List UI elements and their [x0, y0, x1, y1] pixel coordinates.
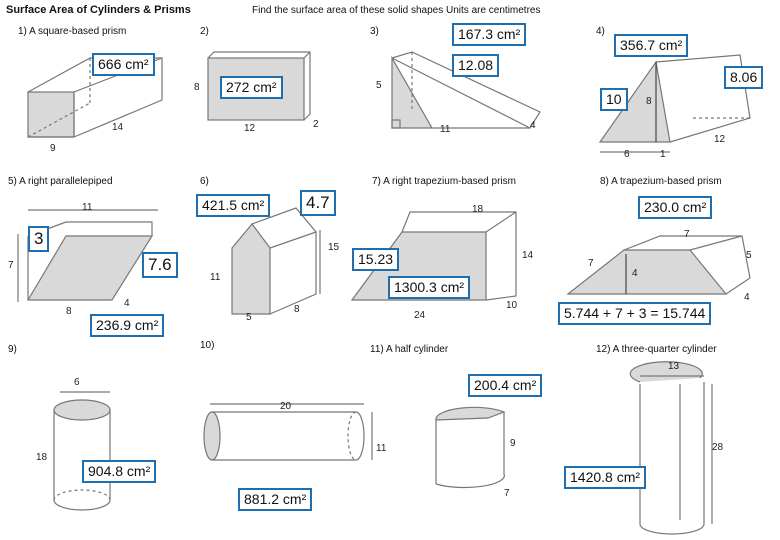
q5-dim-4: 4	[124, 298, 130, 309]
q5-label: 5) A right parallelepiped	[8, 176, 113, 187]
q11-dim-7: 7	[504, 488, 510, 499]
q7-answer-box: 1300.3 cm²	[388, 276, 470, 299]
q4-dim-6: 6	[624, 149, 630, 160]
q8-dim-5: 5	[746, 250, 752, 261]
q8-working-box: 5.744 + 7 + 3 = 15.744	[558, 302, 711, 325]
q7-label: 7) A right trapezium-based prism	[372, 176, 516, 187]
q7-dim-10: 10	[506, 300, 518, 311]
q12-dim-13: 13	[668, 361, 680, 372]
q4-answer-box: 356.7 cm²	[614, 34, 688, 57]
q4-slant-box: 8.06	[724, 66, 763, 89]
q2-answer-box: 272 cm²	[220, 76, 283, 99]
q5-dim-8: 8	[66, 306, 72, 317]
q12-answer-box: 1420.8 cm²	[564, 466, 646, 489]
q12-three-quarter-cylinder-figure	[630, 362, 712, 534]
q7-slant-box: 15.23	[352, 248, 399, 271]
q10-dim-20: 20	[280, 401, 292, 412]
q2-label: 2)	[200, 26, 209, 37]
q9-dim-6: 6	[74, 377, 80, 388]
q2-dim-12: 12	[244, 123, 256, 134]
q8-dim-7-top: 7	[684, 229, 690, 240]
q9-cylinder-figure	[54, 392, 110, 510]
q6-house-prism-figure	[232, 208, 320, 314]
q1-label: 1) A square-based prism	[18, 26, 127, 37]
q3-dim-5: 5	[376, 80, 382, 91]
q3-answer-box: 167.3 cm²	[452, 23, 526, 46]
q5-dim-11: 11	[82, 202, 93, 213]
q6-dim-8: 8	[294, 304, 300, 315]
q7-dim-18: 18	[472, 204, 484, 215]
q3-slant-box: 12.08	[452, 54, 499, 77]
q1-answer-box: 666 cm²	[92, 53, 155, 76]
q8-dim-4-height: 4	[632, 268, 638, 279]
q4-label: 4)	[596, 26, 605, 37]
q2-dim-2: 2	[313, 119, 319, 130]
q10-answer-box: 881.2 cm²	[238, 488, 312, 511]
q8-label: 8) A trapezium-based prism	[600, 176, 722, 187]
q6-dim-15: 15	[328, 242, 340, 253]
q6-dim-11: 11	[210, 272, 221, 283]
q4-dim-12: 12	[714, 134, 726, 145]
q3-dim-4: 4	[530, 120, 536, 131]
q3-label: 3)	[370, 26, 379, 37]
worksheet-instruction: Find the surface area of these solid shapes Units are centimetres	[252, 5, 541, 16]
q10-dim-11: 11	[376, 443, 387, 454]
q11-answer-box: 200.4 cm²	[468, 374, 542, 397]
q6-slant-box: 4.7	[300, 190, 336, 216]
q5-answer-box: 236.9 cm²	[90, 314, 164, 337]
q4-side-box: 10	[600, 88, 628, 111]
q5-parallelepiped-figure	[18, 210, 158, 302]
q12-dim-28: 28	[712, 442, 724, 453]
q10-label: 10)	[200, 340, 215, 351]
q4-dim-8: 8	[646, 96, 652, 107]
q3-dim-11: 11	[440, 124, 451, 135]
q7-dim-14: 14	[522, 250, 534, 261]
q5-slant-box: 7.6	[142, 252, 178, 278]
q10-cylinder-figure	[204, 404, 372, 460]
worksheet-title: Surface Area of Cylinders & Prisms	[6, 4, 191, 16]
q1-dim-14: 14	[112, 122, 124, 133]
q7-dim-24: 24	[414, 310, 426, 321]
q11-label: 11) A half cylinder	[370, 344, 449, 355]
q9-answer-box: 904.8 cm²	[82, 460, 156, 483]
q8-dim-7-side: 7	[588, 258, 594, 269]
q6-dim-5: 5	[246, 312, 252, 323]
q11-dim-9: 9	[510, 438, 516, 449]
q9-dim-18: 18	[36, 452, 48, 463]
q8-trapezium-prism-figure	[568, 236, 750, 294]
q1-dim-9: 9	[50, 143, 56, 154]
q6-label: 6)	[200, 176, 209, 187]
q5-dim-7: 7	[8, 260, 14, 271]
q12-label: 12) A three-quarter cylinder	[596, 344, 717, 355]
q5-height-box: 3	[28, 226, 49, 252]
q9-label: 9)	[8, 344, 17, 355]
q6-answer-box: 421.5 cm²	[196, 194, 270, 217]
q11-half-cylinder-figure	[436, 407, 504, 487]
q4-dim-1: 1	[660, 149, 666, 160]
q8-dim-4-depth: 4	[744, 292, 750, 303]
q2-dim-8: 8	[194, 82, 200, 93]
q8-answer-box: 230.0 cm²	[638, 196, 712, 219]
